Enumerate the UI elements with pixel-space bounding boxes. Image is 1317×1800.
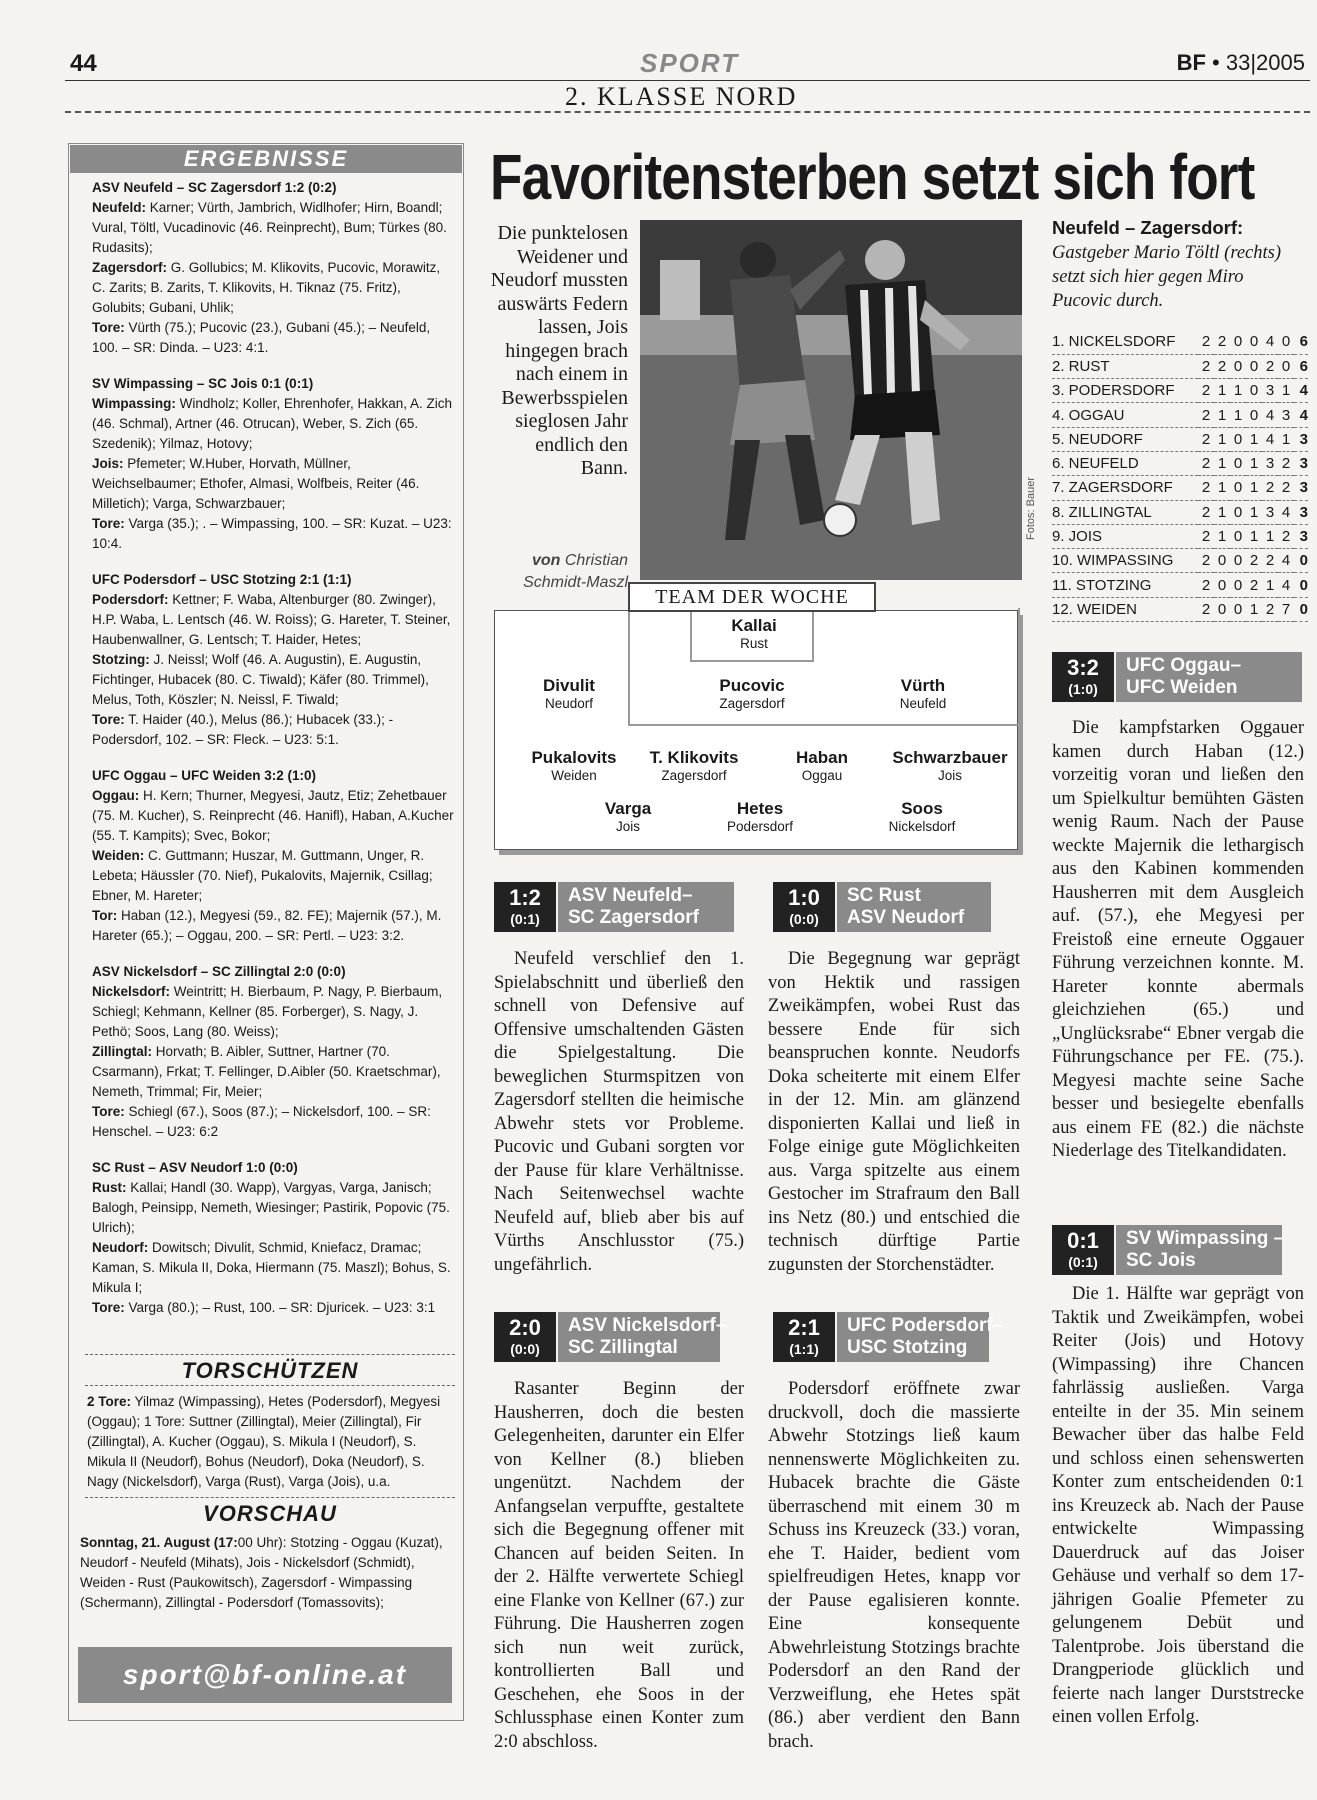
table-team: 9. JOIS — [1052, 524, 1198, 548]
result-line-label: Tore: — [92, 516, 125, 531]
table-cell: 2 — [1198, 451, 1214, 475]
report-paragraph: Die kampfstarken Oggauer kamen durch Haban (12.) vorzeitig voran und ließen den um Spielkultur bemühten Gästen wenig Raum. Nach der Pause weckte Majernik die lethargisch aus den Kabinen kommenden Hausherren mit dem Ausgleich auf. (57.), ehe Megyesi per Freistoß eine erneute Oggauer Führung verzeichnen konnte. M. Hareter konnte abermals gleichziehen (65.) und „Unglücksrabe“ Ebner vergab die Führungschance per FE. (75.). Megyesi machte seine Sache besser und besiegelte ebenfalls aus einem FE (82.) die nächste Niederlage des Titelkandidaten. — [1052, 718, 1304, 1161]
table-cell: 0 — [1230, 354, 1246, 378]
results-list — [92, 178, 454, 1334]
table-cell: 3 — [1262, 379, 1278, 403]
table-cell: 2 — [1214, 330, 1230, 354]
report-text — [768, 1378, 1020, 1754]
result-block — [92, 374, 454, 554]
player-name: Pucovic — [719, 676, 785, 695]
table-cell: 0 — [1230, 524, 1246, 548]
table-cell: 4 — [1278, 549, 1294, 573]
home-team: SV Wimpassing – — [1126, 1228, 1285, 1249]
table-cell: 0 — [1230, 500, 1246, 524]
result-line-label: Tor: — [92, 908, 118, 923]
players-illustration — [640, 220, 1022, 580]
results-banner: ERGEBNISSE — [70, 145, 462, 173]
table-cell: 1 — [1246, 500, 1262, 524]
dashed-divider — [65, 111, 1310, 113]
table-cell: 2 — [1278, 524, 1294, 548]
away-team: UFC Weiden — [1126, 677, 1238, 698]
report-text — [768, 948, 1020, 1277]
table-cell: 2 — [1198, 354, 1214, 378]
table-team: 4. OGGAU — [1052, 403, 1198, 427]
table-cell: 0 — [1214, 597, 1230, 621]
report-teams — [837, 1312, 1004, 1362]
table-row — [1052, 403, 1308, 427]
result-line-label: Tore: — [92, 712, 125, 727]
home-team: UFC Podersdorf– — [847, 1315, 1004, 1336]
final-score: 1:2 — [509, 885, 541, 910]
report-paragraph: Podersdorf eröffnete zwar druckvoll, doch die massierte Abwehr Stotzings ließ kaum nennenswerte Möglichkeiten zu. Hubacek brachte die Gäste überraschend mit einem 30 m Schuss ins Kreuzeck (33.) voran, ehe T. Haider, bedient vom spielfreudigen Hetes, knapp vor der Pause egalisieren konnte. Eine konsequente Abwehrleistung Stotzings brachte Podersdorf an den Rand der Verzweiflung, ehe Hetes spät (86.) aber verdient den Bann brach. — [768, 1379, 1020, 1752]
result-line: Tore: Schiegl (67.), Soos (87.); – Nickelsdorf, 100. – SR: Henschel. – U23: 6:2 — [92, 1104, 431, 1139]
table-team: 3. PODERSDORF — [1052, 379, 1198, 403]
league-title: 2. KLASSE NORD — [565, 82, 798, 111]
table-cell: 0 — [1246, 330, 1262, 354]
result-line: Wimpassing: Windholz; Koller, Ehrenhofer, Hakkan, A. Zich (46. Schmal), Artner (46. Otrucan), Weber, S. Zich (65. Szedenik); Yilmaz, Hotovy; — [92, 396, 453, 451]
table-cell: 2 — [1198, 427, 1214, 451]
report-score — [1052, 652, 1114, 702]
table-cell: 4 — [1278, 573, 1294, 597]
table-cell: 0 — [1230, 427, 1246, 451]
report-text — [494, 948, 744, 1277]
result-line-label: Neudorf: — [92, 1240, 149, 1255]
report-text — [1052, 1283, 1304, 1730]
table-cell: 0 — [1214, 549, 1230, 573]
home-team: SC Rust — [847, 885, 921, 906]
table-cell: 1 — [1278, 427, 1294, 451]
table-cell: 6 — [1294, 330, 1308, 354]
issue-number: • 33|2005 — [1212, 50, 1305, 75]
result-title: SV Wimpassing – SC Jois 0:1 (0:1) — [92, 376, 314, 391]
table-cell: 3 — [1262, 500, 1278, 524]
table-cell: 3 — [1278, 403, 1294, 427]
report-text — [494, 1378, 744, 1754]
result-line: Zagersdorf: G. Gollubics; M. Klikovits, Pucovic, Morawitz, C. Zarits; B. Zarits, T. Klikovits, H. Tiknaz (75. Fritz), Golubits; Gubani, Uhlik; — [92, 260, 441, 315]
report-score — [773, 1312, 835, 1362]
header-rule — [65, 80, 1310, 81]
table-cell: 3 — [1262, 451, 1278, 475]
match-photo — [640, 220, 1022, 580]
table-cell: 2 — [1198, 597, 1214, 621]
player-name: T. Klikovits — [649, 748, 739, 767]
table-cell: 2 — [1214, 354, 1230, 378]
table-cell: 4 — [1262, 427, 1278, 451]
table-cell: 1 — [1262, 573, 1278, 597]
report-paragraph: Neufeld verschlief den 1. Spielabschnitt und überließ den schnell von Defensive auf Offensive umschaltenden Gästen die Spielgestaltung. Die beweglichen Sturmspitzen von Zagersdorf stellten die heimische Abwehr stets vor Probleme. Pucovic und Gubani sorgten vor der Pause für klare Verhältnisse. Nach Seitenwechsel wachte Neufeld auf, blieb aber bis auf Vürths Anschlusstor (75.) ungefährlich. — [494, 949, 744, 1275]
table-team: 7. ZAGERSDORF — [1052, 476, 1198, 500]
table-row — [1052, 354, 1308, 378]
table-row — [1052, 379, 1308, 403]
team-player — [870, 748, 1030, 783]
report-header — [494, 1312, 727, 1362]
table-cell: 4 — [1262, 330, 1278, 354]
table-cell: 3 — [1294, 427, 1308, 451]
table-row — [1052, 500, 1308, 524]
final-score: 0:1 — [1067, 1228, 1099, 1253]
result-line-label: Nickelsdorf: — [92, 984, 171, 999]
final-score: 2:0 — [509, 1315, 541, 1340]
result-title: UFC Podersdorf – USC Stotzing 2:1 (1:1) — [92, 572, 352, 587]
table-cell: 2 — [1198, 524, 1214, 548]
result-block — [92, 570, 454, 750]
table-cell: 1 — [1246, 476, 1262, 500]
result-line-label: Zillingtal: — [92, 1044, 152, 1059]
result-line: Tore: Varga (35.); . – Wimpassing, 100. – SR: Kuzat. – U23: 10:4. — [92, 516, 452, 551]
table-cell: 1 — [1278, 379, 1294, 403]
table-cell: 2 — [1198, 330, 1214, 354]
result-title: UFC Oggau – UFC Weiden 3:2 (1:0) — [92, 768, 317, 783]
result-line: Podersdorf: Kettner; F. Waba, Altenburger (80. Zwinger), H.P. Waba, L. Lentsch (46. W. Roiss); G. Hareter, T. Steiner, Haubenwallner, G. Lentsch; T. Haider, Hetes; — [92, 592, 451, 647]
half-time-score: (0:0) — [510, 1341, 540, 1357]
player-name: Divulit — [543, 676, 595, 695]
table-cell: 1 — [1246, 597, 1262, 621]
table-cell: 0 — [1294, 549, 1308, 573]
magazine-name: BF — [1176, 50, 1206, 75]
report-score — [1052, 1225, 1114, 1275]
table-cell: 3 — [1294, 451, 1308, 475]
table-cell: 1 — [1262, 524, 1278, 548]
report-header — [1052, 1225, 1285, 1275]
final-score: 2:1 — [788, 1315, 820, 1340]
table-cell: 1 — [1246, 451, 1262, 475]
table-cell: 2 — [1198, 476, 1214, 500]
player-club: Zagersdorf — [719, 696, 785, 711]
report-text — [1052, 717, 1304, 1164]
table-team: 1. NICKELSDORF — [1052, 330, 1198, 354]
table-cell: 1 — [1214, 524, 1230, 548]
byline — [490, 550, 628, 594]
table-cell: 1 — [1214, 451, 1230, 475]
player-name: Hetes — [736, 799, 784, 818]
team-player — [672, 676, 832, 711]
away-team: SC Jois — [1126, 1250, 1196, 1271]
table-cell: 1 — [1230, 403, 1246, 427]
result-line-label: Weiden: — [92, 848, 145, 863]
table-cell: 0 — [1246, 379, 1262, 403]
player-club: Oggau — [801, 768, 843, 783]
table-cell: 1 — [1214, 476, 1230, 500]
player-club: Weiden — [551, 768, 597, 783]
table-cell: 0 — [1294, 573, 1308, 597]
table-cell: 2 — [1262, 597, 1278, 621]
caption-text: Gastgeber Mario Töltl (rechts) setzt sich hier gegen Miro Pucovic durch. — [1052, 243, 1282, 311]
result-line-label: Stotzing: — [92, 652, 150, 667]
table-row — [1052, 330, 1308, 354]
player-club: Neudorf — [544, 696, 594, 711]
table-cell: 6 — [1294, 354, 1308, 378]
preview-title: VORSCHAU — [85, 1497, 455, 1529]
half-time-score: (1:0) — [1068, 681, 1098, 697]
table-row — [1052, 476, 1308, 500]
table-cell: 1 — [1246, 524, 1262, 548]
result-line-label: Neufeld: — [92, 200, 146, 215]
away-team: ASV Neudorf — [847, 907, 965, 928]
result-line: Neudorf: Dowitsch; Divulit, Schmid, Kniefacz, Dramac; Kaman, S. Mikula II, Doka, Hiermann (75. Maszl); Bohus, S. Mikula I; — [92, 1240, 451, 1295]
table-row — [1052, 573, 1308, 597]
result-line-label: Zagersdorf: — [92, 260, 168, 275]
table-cell: 2 — [1198, 403, 1214, 427]
table-cell: 0 — [1230, 451, 1246, 475]
table-cell: 2 — [1246, 549, 1262, 573]
table-cell: 0 — [1230, 573, 1246, 597]
report-teams — [558, 882, 734, 932]
half-time-score: (1:1) — [789, 1341, 819, 1357]
result-line-label: Podersdorf: — [92, 592, 169, 607]
report-score — [494, 1312, 556, 1362]
player-club: Jois — [615, 819, 640, 834]
team-player — [843, 676, 1003, 711]
headline: Favoritensterben setzt sich fort — [490, 141, 1255, 213]
table-cell: 0 — [1230, 476, 1246, 500]
result-line: Weiden: C. Guttmann; Huszar, M. Guttmann, Unger, R. Lebeta; Häussler (70. Nief), Pukalovits, Majernik, Csillag; Ebner, M. Hareter; — [92, 848, 433, 903]
email-banner[interactable]: sport@bf-online.at — [78, 1647, 452, 1703]
table-team: 5. NEUDORF — [1052, 427, 1198, 451]
player-name: Vürth — [900, 676, 946, 695]
table-cell: 1 — [1214, 427, 1230, 451]
page-number: 44 — [70, 50, 97, 77]
table-cell: 4 — [1294, 379, 1308, 403]
scorers-title: TORSCHÜTZEN — [85, 1354, 455, 1386]
byline-prefix: von — [531, 552, 561, 569]
table-row — [1052, 451, 1308, 475]
result-line-label: Jois: — [92, 456, 124, 471]
table-cell: 0 — [1214, 573, 1230, 597]
table-cell: 1 — [1214, 379, 1230, 403]
table-row — [1052, 549, 1308, 573]
result-line-label: Rust: — [92, 1180, 127, 1195]
table-team: 6. NEUFELD — [1052, 451, 1198, 475]
result-line-label: Tore: — [92, 1104, 125, 1119]
report-score — [494, 882, 556, 932]
away-team: USC Stotzing — [847, 1337, 968, 1358]
report-teams — [1116, 652, 1302, 702]
table-cell: 1 — [1230, 379, 1246, 403]
player-club: Podersdorf — [726, 819, 794, 834]
home-team: ASV Nickelsdorf– — [568, 1315, 727, 1336]
text-label: Sonntag, 21. August (17: — [80, 1535, 238, 1550]
table-cell: 3 — [1294, 524, 1308, 548]
table-cell: 0 — [1230, 549, 1246, 573]
player-name: Haban — [796, 748, 848, 767]
player-club: Jois — [937, 768, 962, 783]
half-time-score: (0:0) — [789, 911, 819, 927]
table-cell: 1 — [1214, 403, 1230, 427]
report-header — [1052, 652, 1302, 702]
standings-table — [1052, 330, 1308, 622]
table-cell: 4 — [1278, 500, 1294, 524]
report-header — [773, 882, 991, 932]
home-team: UFC Oggau– — [1126, 655, 1242, 676]
table-cell: 1 — [1246, 427, 1262, 451]
table-cell: 0 — [1246, 354, 1262, 378]
table-cell: 7 — [1278, 597, 1294, 621]
byline-author: Christian Schmidt-Maszl — [523, 552, 628, 591]
player-club: Rust — [740, 636, 768, 651]
half-time-score: (0:1) — [1068, 1254, 1098, 1270]
table-cell: 2 — [1262, 549, 1278, 573]
preview-text: Sonntag, 21. August (17:00 Uhr): Stotzing - Oggau (Kuzat), Neudorf - Neufeld (Mihats), Jois - Nickelsdorf (Schmidt), Weiden - Rust (Paukowitsch), Zagersdorf - Wimpassing (Schermann), Zillingtal - Podersdorf (Tomassovits); — [80, 1535, 443, 1610]
home-team: ASV Neufeld– — [568, 885, 693, 906]
table-team: 10. WIMPASSING — [1052, 549, 1198, 573]
table-cell: 1 — [1214, 500, 1230, 524]
result-line: Nickelsdorf: Weintritt; H. Bierbaum, P. Nagy, P. Bierbaum, Schiegl; Kehmann, Kellner (85. Forberger), S. Nagy, J. Pethö; Soos, Lang (80. Weiss); — [92, 984, 443, 1039]
result-line: Neufeld: Karner; Vürth, Jambrich, Widlhofer; Hirn, Boandl; Vural, Töltl, Vucadinovic (46. Reinprecht), Bum; Türkes (80. Rudasits); — [92, 200, 447, 255]
away-team: SC Zillingtal — [568, 1337, 678, 1358]
report-score — [773, 882, 835, 932]
result-line: Tore: Vürth (75.); Pucovic (23.), Gubani (45.); – Neufeld, 100. – SR: Dinda. – U23: 4:1. — [92, 320, 431, 355]
result-line: Rust: Kallai; Handl (30. Wapp), Vargyas, Varga, Janisch; Balogh, Peinsipp, Nemeth, Wiesinger; Pastirik, Popovic (75. Ulrich); — [92, 1180, 450, 1235]
player-club: Neufeld — [899, 696, 947, 711]
team-player — [674, 616, 834, 651]
result-block — [92, 766, 454, 946]
result-title: ASV Neufeld – SC Zagersdorf 1:2 (0:2) — [92, 180, 337, 195]
player-name: Pukalovits — [531, 748, 617, 767]
result-title: SC Rust – ASV Neudorf 1:0 (0:0) — [92, 1160, 298, 1175]
table-cell: 3 — [1294, 476, 1308, 500]
table-cell: 2 — [1198, 573, 1214, 597]
photo-caption — [1052, 216, 1307, 313]
final-score: 3:2 — [1067, 655, 1099, 680]
result-line: Zillingtal: Horvath; B. Aibler, Suttner, Hartner (70. Csarmann), Frkat; T. Fellinger, D.Aibler (50. Kraetschmar), Nemeth, Trimmal; Fir, Meier; — [92, 1044, 441, 1099]
table-row — [1052, 524, 1308, 548]
result-line: Stotzing: J. Neissl; Wolf (46. A. Augustin), E. Augustin, Fichtinger, Hubacek (80. C. Tiwald); Käfer (80. Trimmel), Melus, Toth, Köszler; N. Neissl, F. Tiwald; — [92, 652, 429, 707]
table-team: 11. STOTZING — [1052, 573, 1198, 597]
table-cell: 0 — [1278, 330, 1294, 354]
table-cell: 4 — [1262, 403, 1278, 427]
result-title: ASV Nickelsdorf – SC Zillingtal 2:0 (0:0) — [92, 964, 346, 979]
table-team: 2. RUST — [1052, 354, 1198, 378]
table-cell: 2 — [1278, 476, 1294, 500]
report-teams — [837, 882, 991, 932]
team-player — [842, 799, 1002, 834]
team-player — [489, 676, 649, 711]
final-score: 1:0 — [788, 885, 820, 910]
table-cell: 2 — [1278, 451, 1294, 475]
table-row — [1052, 427, 1308, 451]
result-line: Tore: Varga (80.); – Rust, 100. – SR: Djuricek. – U23: 3:1 — [92, 1300, 436, 1315]
magazine-issue — [1177, 50, 1305, 76]
report-teams — [558, 1312, 727, 1362]
half-time-score: (0:1) — [510, 911, 540, 927]
result-line: Tore: T. Haider (40.), Melus (86.); Hubacek (33.); - Podersdorf, 102. – SR: Fleck. – U23: 5:1. — [92, 712, 394, 747]
result-block — [92, 1158, 454, 1318]
table-cell: 0 — [1246, 403, 1262, 427]
table-cell: 2 — [1198, 549, 1214, 573]
player-club: Zagersdorf — [661, 768, 727, 783]
player-name: Soos — [901, 799, 943, 818]
table-cell: 0 — [1230, 330, 1246, 354]
table-cell: 2 — [1198, 500, 1214, 524]
table-team: 8. ZILLINGTAL — [1052, 500, 1198, 524]
table-cell: 0 — [1294, 597, 1308, 621]
table-cell: 4 — [1294, 403, 1308, 427]
report-paragraph: Rasanter Beginn der Hausherren, doch die besten Gelegenheiten, darunter ein Elfer von Kellner (8.) blieben ungenützt. Nachdem der Anfangselan verpuffte, gestaltete sich die Begegnung offener mit Chancen auf beiden Seiten. In der 2. Hälfte verwertete Schiegl eine Flanke von Kellner (67.) zur Führung. Die Hausherren zogen sich nun weit zurück, kontrollierten Ball und Geschehen, ehe Soos in der Schlussphase einen Konter zum 2:0 abschloss. — [494, 1379, 744, 1752]
section-title: SPORT — [640, 48, 740, 78]
result-line-label: Tore: — [92, 1300, 125, 1315]
result-line: Tor: Haban (12.), Megyesi (59., 82. FE); Majernik (57.), M. Hareter (65.); – Oggau, 200. – SR: Pertl. – U23: 3:2. — [92, 908, 442, 943]
result-block — [92, 178, 454, 358]
result-line: Oggau: H. Kern; Thurner, Megyesi, Jautz, Etiz; Zehetbauer (75. M. Kucher), S. Reinprecht (46. Hanifl), Haban, A.Kucher (55. T. Kampits); Svec, Bokor; — [92, 788, 454, 843]
away-team: SC Zagersdorf — [568, 907, 699, 928]
caption-lead: Neufeld – Zagersdorf: — [1052, 217, 1244, 238]
table-cell: 2 — [1262, 476, 1278, 500]
result-line: Jois: Pfemeter; W.Huber, Horvath, Müllner, Weichselbaumer; Ethofer, Almasi, Wolfbeis, Reiter (46. Milletich); Varga, Schwarzbauer; — [92, 456, 420, 511]
report-header — [494, 882, 734, 932]
table-cell: 2 — [1198, 379, 1214, 403]
player-name: Varga — [604, 799, 652, 818]
table-row — [1052, 597, 1308, 621]
result-line-label: Wimpassing: — [92, 396, 176, 411]
result-line-label: Tore: — [92, 320, 125, 335]
photo-credit: Fotos: Bauer — [1025, 477, 1037, 540]
report-paragraph: Die 1. Hälfte war geprägt von Taktik und Zweikämpfen, wobei Reiter (Jois) und Hotovy (Wimpassing) ihre Chancen fahrlässig ausließen. Varga enteilte in der 35. Min seinem Bewacher über das halbe Feld und schloss einen sehenswerten Konter zum entscheidenden 0:1 ins Kreuzeck ab. Nach der Pause entwickelte Wimpassing Dauerdruck auf das Joiser Gehäuse und verhalf so dem 17-jährigen Goalie Pfemeter zu gelungenem Debüt und Talentprobe. Jois überstand die Drangperiode glücklich und feierte nach langer Durststrecke einen vollen Erfolg. — [1052, 1284, 1304, 1727]
report-teams — [1116, 1225, 1285, 1275]
table-cell: 3 — [1294, 500, 1308, 524]
team-player — [680, 799, 840, 834]
player-name: Kallai — [731, 616, 777, 635]
lead-text: Die punktelosen Weidener und Neudorf mussten auswärts Federn lassen, Jois hingegen brach nach einem in Bewerbsspielen sieglosen Jahr endlich den Bann. — [490, 222, 628, 479]
table-cell: 2 — [1262, 354, 1278, 378]
result-line-label: Oggau: — [92, 788, 140, 803]
team-of-week-title: TEAM DER WOCHE — [628, 582, 876, 612]
table-cell: 0 — [1278, 354, 1294, 378]
report-paragraph: Die Begegnung war geprägt von Hektik und rassigen Zweikämpfen, wobei Rust das bessere Ende für sich beanspruchen konnte. Neudorfs Doka scheiterte mit einem Elfer in der 12. Min. am glänzend disponierten Kallai und ließ in Folge einige gute Möglichkeiten aus. Varga spitzelte aus einem Gestocher im Strafraum den Ball ins Netz (80.) und entschied die technisch dürftige Partie zugunsten der Storchenstädter. — [768, 949, 1020, 1275]
table-cell: 2 — [1246, 573, 1262, 597]
text-label: 2 Tore: — [87, 1394, 132, 1409]
result-block — [92, 962, 454, 1142]
scorers-text: 2 Tore: Yilmaz (Wimpassing), Hetes (Podersdorf), Megyesi (Oggau); 1 Tore: Suttner (Zillingtal), Meier (Zillingtal), Fir (Zillingtal), A. Kucher (Oggau), S. Mikula I (Neudorf), S. Mikula II (Neudorf), Bohus (Neudorf), Doka (Neudorf), S. Nagy (Nickelsdorf), Varga (Rust), Varga (Jois), u.a. — [87, 1394, 441, 1489]
table-cell: 0 — [1230, 597, 1246, 621]
player-club: Nickelsdorf — [888, 819, 956, 834]
table-team: 12. WEIDEN — [1052, 597, 1198, 621]
player-name: Schwarzbauer — [892, 748, 1008, 767]
report-header — [773, 1312, 1004, 1362]
